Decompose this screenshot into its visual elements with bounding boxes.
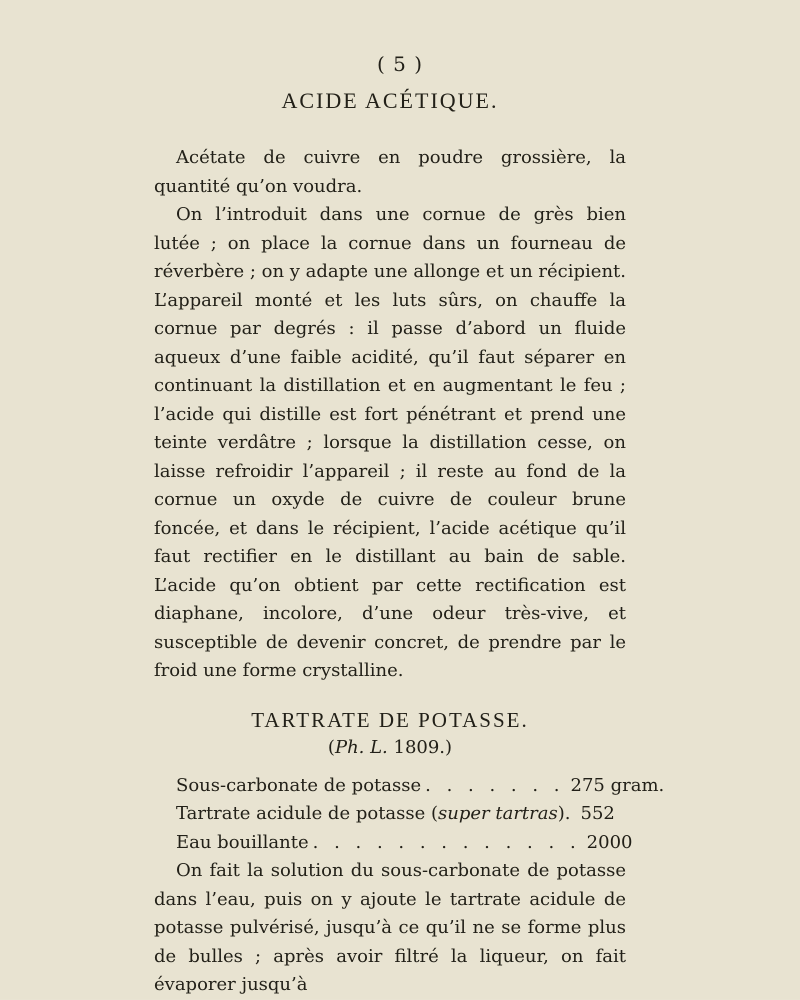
recipe-quantity: 275 gram. — [570, 774, 665, 796]
recipe-quantity: 552 — [580, 803, 615, 824]
recipe-item: Eau bouillante . . . . . . . . . . . . . 2000 — [154, 829, 626, 858]
paragraph-procedure: On l’introduit dans une cornue de grès bien lutée ; on place la cornue dans un fourneau de réverbère ; on y adapte une allonge et un récipient. L’appareil monté et les luts sûrs, on chauffe la cornue par degrés : il passe d’abord un fluide aqueux d’une faible acidité, qu’il faut séparer en continuant la distillation et en augmentant le feu ; l’acide qui distille est fort pénétrant et prend une teinte verdâtre ; lorsque la distillation cesse, on laisse refroidir l’appareil ; il reste au fond de la cornue un oxyde de cuivre de couleur brune foncée, et dans le récipient, l’acide acétique qu’il faut rectifier en le distillant au bain de sable. L’acide qu’on obtient par cette rectification est diaphane, incolore, d’une odeur très-vive, et susceptible de devenir concret, de prendre par le froid une forme crystalline. — [154, 204, 626, 681]
leader-dots: . . . . . . . — [425, 774, 565, 796]
page-number: ( 5 ) — [376, 52, 424, 76]
paragraph-preparation: On fait la solution du sous-carbonate de potasse dans l’eau, puis on y ajoute le tartrate acidule de potasse pulvérisé, jusqu’à ce qu’il ne se forme plus de bulles ; après avoir filtré la liqueur, on fait évaporer jusqu’à — [154, 860, 626, 995]
pharmacopoeia-reference: (Ph. L. 1809.) — [327, 736, 453, 758]
recipe-list — [154, 772, 665, 858]
leader-dots: . . . . . . . . . . . . . — [312, 831, 581, 853]
section-title-tartrate-de-potasse: TARTRATE DE POTASSE. — [251, 707, 529, 732]
pharmacopoeia-abbrev: Ph. L. — [334, 736, 388, 758]
recipe-quantity: 2000 — [586, 831, 633, 853]
section-title-acide-acetique: ACIDE ACÉTIQUE. — [281, 88, 499, 113]
recipe-item: Sous-carbonate de potasse . . . . . . . 275 gram. — [154, 772, 626, 801]
paragraph-ingredient: Acétate de cuivre en poudre grossière, la quantité qu’on voudra. — [154, 147, 626, 197]
recipe-item: Tartrate acidule de potasse (super tartras). 552 — [154, 800, 626, 829]
page-content — [154, 82, 665, 1000]
